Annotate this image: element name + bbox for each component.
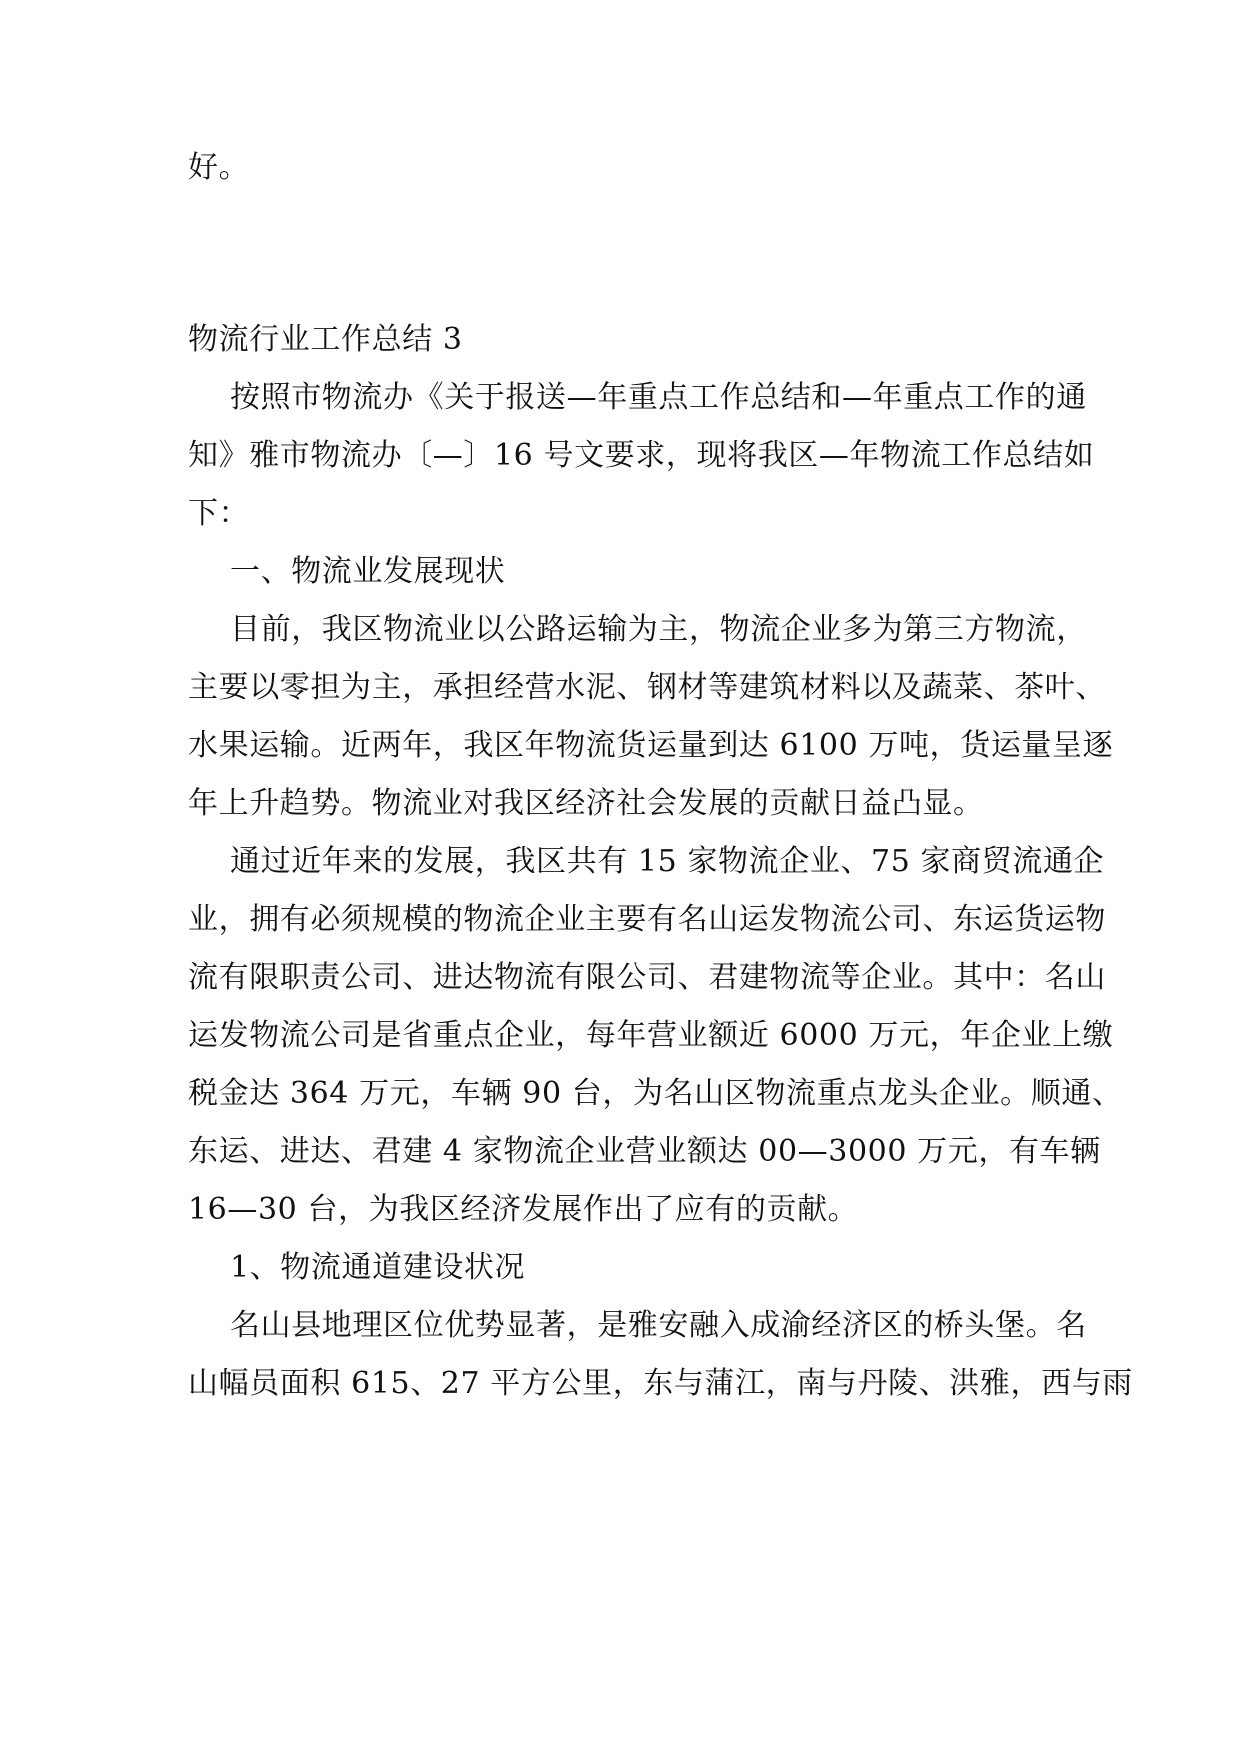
text-line: 按照市物流办《关于报送—年重点工作总结和—年重点工作的通 <box>230 380 1087 415</box>
text-line: 知》雅市物流办〔—〕16 号文要求，现将我区—年物流工作总结如 <box>188 438 1095 473</box>
text-line: 水果运输。近两年，我区年物流货运量到达 6100 万吨，货运量呈逐 <box>188 728 1114 763</box>
text-line: 名山县地理区位优势显著，是雅安融入成渝经济区的桥头堡。名 <box>230 1308 1087 1343</box>
section-title: 物流行业工作总结 3 <box>188 322 463 357</box>
text-line: 下： <box>188 496 250 531</box>
text-line: 税金达 364 万元，车辆 90 台，为名山区物流重点龙头企业。顺通、 <box>188 1076 1123 1111</box>
text-line: 年上升趋势。物流业对我区经济社会发展的贡献日益凸显。 <box>188 786 984 821</box>
text-line: 16—30 台，为我区经济发展作出了应有的贡献。 <box>188 1192 859 1227</box>
text-line: 通过近年来的发展，我区共有 15 家物流企业、75 家商贸流通企 <box>230 844 1105 879</box>
text-line: 目前，我区物流业以公路运输为主，物流企业多为第三方物流， <box>230 612 1087 647</box>
text-line: 流有限职责公司、进达物流有限公司、君建物流等企业。其中：名山 <box>188 960 1106 995</box>
text-line: 山幅员面积 615、27 平方公里，东与蒲江，南与丹陵、洪雅，西与雨 <box>188 1366 1133 1401</box>
text-line: 业，拥有必须规模的物流企业主要有名山运发物流公司、东运货运物 <box>188 902 1106 937</box>
subsection-heading: 一、物流业发展现状 <box>230 554 506 589</box>
text-line: 东运、进达、君建 4 家物流企业营业额达 00—3000 万元，有车辆 <box>188 1134 1101 1169</box>
text-line: 主要以零担为主，承担经营水泥、钢材等建筑材料以及蔬菜、茶叶、 <box>188 670 1106 705</box>
text-line: 好。 <box>188 150 250 185</box>
subsection-heading: 1、物流通道建设状况 <box>230 1250 526 1285</box>
text-line: 运发物流公司是省重点企业，每年营业额近 6000 万元，年企业上缴 <box>188 1018 1114 1053</box>
